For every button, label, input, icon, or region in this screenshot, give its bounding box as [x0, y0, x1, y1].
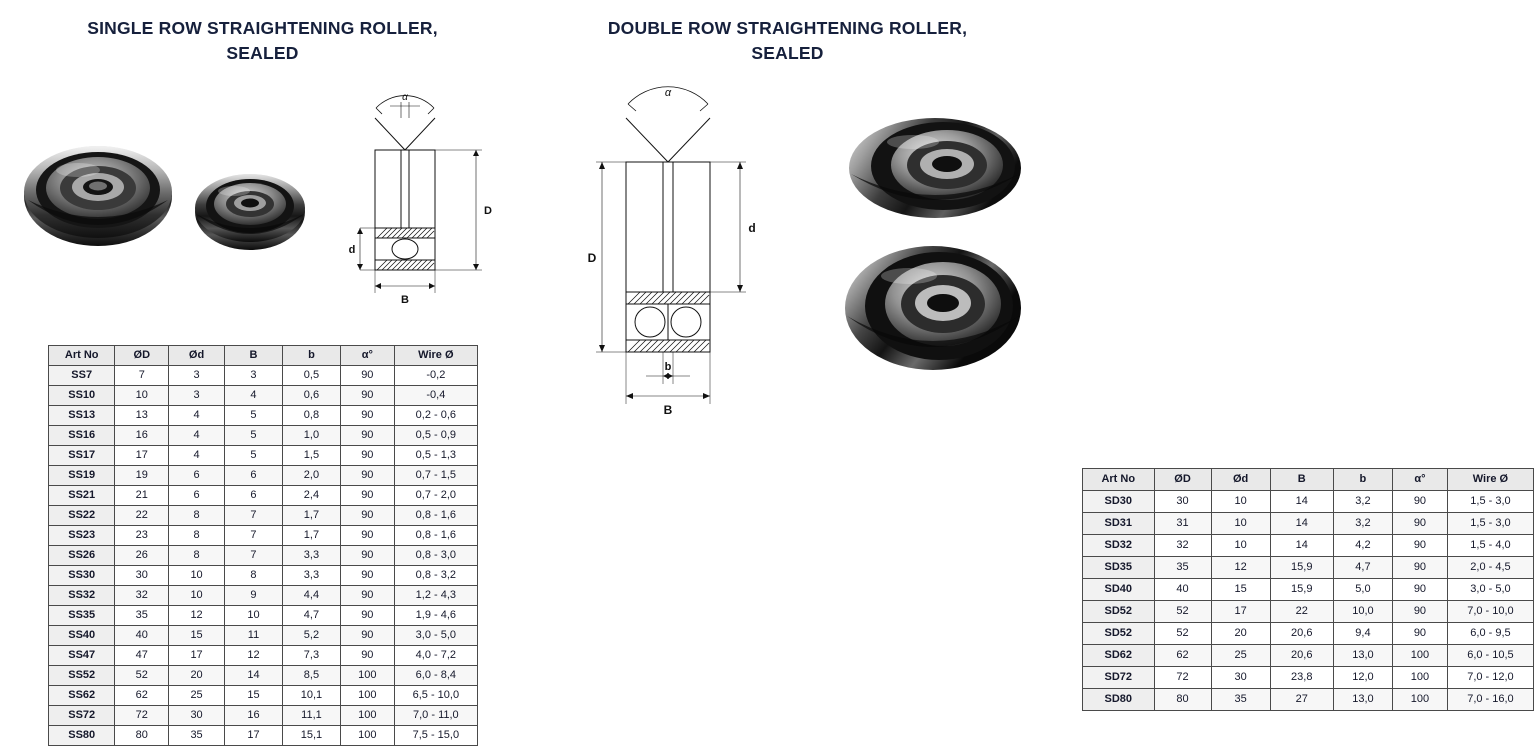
cell-value: 5: [225, 446, 283, 466]
table-row: [1083, 491, 1534, 513]
single-row-title-line2: SEALED: [226, 42, 299, 63]
cell-value: 14: [225, 666, 283, 686]
cell-value: 27: [1270, 689, 1333, 711]
label-d-double: d: [748, 221, 756, 235]
cell-value: 22: [115, 506, 169, 526]
cell-value: 90: [1392, 491, 1447, 513]
cell-value: 30: [169, 706, 225, 726]
table-row: [49, 666, 478, 686]
single-row-technical-drawing: [330, 88, 505, 313]
cell-value: 1,5 - 3,0: [1447, 491, 1533, 513]
cell-value: 100: [1392, 645, 1447, 667]
cell-value: 17: [1211, 601, 1270, 623]
cell-value: 2,0 - 4,5: [1447, 557, 1533, 579]
cell-value: 40: [1154, 579, 1211, 601]
col-art-no: Art No: [49, 346, 115, 366]
cell-value: 3,3: [282, 546, 340, 566]
cell-value: 10,0: [1333, 601, 1392, 623]
cell-value: 0,8 - 1,6: [394, 506, 477, 526]
table-row: [1083, 689, 1534, 711]
cell-art-no: SS22: [49, 506, 115, 526]
cell-value: 32: [115, 586, 169, 606]
cell-value: 80: [1154, 689, 1211, 711]
cell-value: 22: [1270, 601, 1333, 623]
col-wire-d: Wire Ø: [1447, 469, 1533, 491]
cell-value: 9: [225, 586, 283, 606]
cell-art-no: SD30: [1083, 491, 1155, 513]
cell-value: 32: [1154, 535, 1211, 557]
cell-value: 100: [1392, 689, 1447, 711]
col-width-B: B: [1270, 469, 1333, 491]
cell-value: 90: [340, 526, 394, 546]
cell-art-no: SD52: [1083, 623, 1155, 645]
table-row: [1083, 579, 1534, 601]
cell-value: 0,8 - 1,6: [394, 526, 477, 546]
cell-value: 0,7 - 2,0: [394, 486, 477, 506]
table-row: [49, 606, 478, 626]
cell-value: 14: [1270, 491, 1333, 513]
cell-value: 8,5: [282, 666, 340, 686]
cell-value: 40: [115, 626, 169, 646]
label-b-double: b: [664, 361, 672, 373]
cell-value: 35: [1154, 557, 1211, 579]
cell-art-no: SS47: [49, 646, 115, 666]
cell-art-no: SS26: [49, 546, 115, 566]
cell-value: 90: [340, 446, 394, 466]
cell-value: 2,4: [282, 486, 340, 506]
label-D-single: D: [484, 205, 492, 217]
cell-value: 3,3: [282, 566, 340, 586]
table-row: [49, 686, 478, 706]
col-art-no: Art No: [1083, 469, 1155, 491]
cell-value: 52: [115, 666, 169, 686]
table-row: [49, 466, 478, 486]
cell-value: 9,4: [1333, 623, 1392, 645]
cell-value: 4,4: [282, 586, 340, 606]
single-row-spec-table: [48, 345, 478, 746]
cell-value: 7,3: [282, 646, 340, 666]
cell-value: 5: [225, 406, 283, 426]
cell-value: 3: [169, 366, 225, 386]
double-row-table-body: [1083, 491, 1534, 711]
col-outer-d: ØD: [115, 346, 169, 366]
cell-value: 15,1: [282, 726, 340, 746]
cell-value: 0,5 - 1,3: [394, 446, 477, 466]
cell-value: 6,5 - 10,0: [394, 686, 477, 706]
table-row: [1083, 513, 1534, 535]
cell-value: 1,0: [282, 426, 340, 446]
cell-value: 19: [115, 466, 169, 486]
cell-value: 4: [169, 406, 225, 426]
cell-value: 11: [225, 626, 283, 646]
cell-value: 15,9: [1270, 557, 1333, 579]
cell-art-no: SS21: [49, 486, 115, 506]
cell-value: 25: [1211, 645, 1270, 667]
table-row: [1083, 557, 1534, 579]
cell-value: 35: [1211, 689, 1270, 711]
label-B-single: B: [401, 294, 409, 306]
cell-value: 7: [225, 506, 283, 526]
cell-value: 7,0 - 16,0: [1447, 689, 1533, 711]
table-row: [1083, 601, 1534, 623]
col-inner-d: Ød: [169, 346, 225, 366]
table-row: [49, 526, 478, 546]
cell-value: 1,5 - 4,0: [1447, 535, 1533, 557]
col-width-B: B: [225, 346, 283, 366]
cell-value: 30: [115, 566, 169, 586]
cell-value: 3: [169, 386, 225, 406]
table-row: [1083, 623, 1534, 645]
cell-value: 4: [169, 426, 225, 446]
label-alpha-double: α: [664, 87, 672, 99]
cell-value: 12: [169, 606, 225, 626]
cell-value: 31: [1154, 513, 1211, 535]
cell-value: 10: [1211, 535, 1270, 557]
single-row-roller-photo-large: [18, 130, 178, 255]
cell-art-no: SS19: [49, 466, 115, 486]
cell-art-no: SD80: [1083, 689, 1155, 711]
cell-art-no: SS52: [49, 666, 115, 686]
cell-value: 90: [340, 486, 394, 506]
label-alpha-single: α: [402, 92, 408, 103]
col-inner-d: Ød: [1211, 469, 1270, 491]
cell-value: 35: [115, 606, 169, 626]
cell-value: 10: [1211, 491, 1270, 513]
cell-value: 2,0: [282, 466, 340, 486]
cell-value: 16: [225, 706, 283, 726]
cell-value: 0,8 - 3,2: [394, 566, 477, 586]
col-angle: α°: [340, 346, 394, 366]
cell-value: 0,8: [282, 406, 340, 426]
cell-value: 62: [1154, 645, 1211, 667]
col-wire-d: Wire Ø: [394, 346, 477, 366]
double-row-spec-table: [1082, 468, 1534, 711]
cell-value: 6: [169, 486, 225, 506]
cell-value: 17: [115, 446, 169, 466]
cell-value: 90: [340, 546, 394, 566]
cell-value: 0,7 - 1,5: [394, 466, 477, 486]
cell-value: -0,2: [394, 366, 477, 386]
cell-art-no: SS72: [49, 706, 115, 726]
cell-value: 6: [225, 486, 283, 506]
table-row: [49, 646, 478, 666]
table-row: [49, 366, 478, 386]
cell-value: 90: [1392, 601, 1447, 623]
cell-value: -0,4: [394, 386, 477, 406]
cell-value: 6,0 - 8,4: [394, 666, 477, 686]
col-width-b: b: [282, 346, 340, 366]
cell-value: 10: [115, 386, 169, 406]
cell-value: 90: [340, 646, 394, 666]
cell-value: 8: [225, 566, 283, 586]
cell-value: 4,2: [1333, 535, 1392, 557]
cell-value: 23,8: [1270, 667, 1333, 689]
single-row-roller-photo-small: [192, 158, 308, 258]
cell-value: 52: [1154, 601, 1211, 623]
table-row: [1083, 535, 1534, 557]
cell-value: 72: [115, 706, 169, 726]
cell-value: 72: [1154, 667, 1211, 689]
table-row: [1083, 645, 1534, 667]
cell-value: 1,5: [282, 446, 340, 466]
cell-value: 4,7: [1333, 557, 1392, 579]
cell-value: 8: [169, 546, 225, 566]
cell-value: 7,0 - 12,0: [1447, 667, 1533, 689]
cell-value: 90: [340, 426, 394, 446]
cell-value: 90: [340, 506, 394, 526]
cell-value: 90: [340, 606, 394, 626]
cell-value: 13,0: [1333, 689, 1392, 711]
cell-value: 6: [169, 466, 225, 486]
cell-value: 12,0: [1333, 667, 1392, 689]
cell-value: 10: [169, 586, 225, 606]
cell-value: 15,9: [1270, 579, 1333, 601]
cell-value: 1,2 - 4,3: [394, 586, 477, 606]
cell-value: 7: [225, 526, 283, 546]
cell-value: 0,8 - 3,0: [394, 546, 477, 566]
cell-value: 21: [115, 486, 169, 506]
table-row: [1083, 667, 1534, 689]
cell-value: 90: [1392, 557, 1447, 579]
cell-art-no: SS13: [49, 406, 115, 426]
cell-art-no: SS40: [49, 626, 115, 646]
cell-art-no: SS16: [49, 426, 115, 446]
table-header-row: [1083, 469, 1534, 491]
cell-value: 1,5 - 3,0: [1447, 513, 1533, 535]
cell-art-no: SS7: [49, 366, 115, 386]
cell-value: 10: [169, 566, 225, 586]
cell-value: 1,7: [282, 506, 340, 526]
cell-art-no: SS35: [49, 606, 115, 626]
cell-value: 52: [1154, 623, 1211, 645]
cell-art-no: SS23: [49, 526, 115, 546]
cell-value: 7,0 - 10,0: [1447, 601, 1533, 623]
cell-value: 90: [1392, 579, 1447, 601]
cell-value: 20,6: [1270, 623, 1333, 645]
section-single-row: [0, 0, 525, 741]
double-row-technical-drawing: [580, 82, 810, 422]
single-row-table-body: [49, 366, 478, 746]
table-row: [49, 626, 478, 646]
cell-value: 17: [225, 726, 283, 746]
cell-value: 6,0 - 9,5: [1447, 623, 1533, 645]
cell-value: 10,1: [282, 686, 340, 706]
cell-value: 90: [340, 406, 394, 426]
cell-value: 47: [115, 646, 169, 666]
cell-value: 12: [1211, 557, 1270, 579]
cell-value: 0,5: [282, 366, 340, 386]
col-angle: α°: [1392, 469, 1447, 491]
table-row: [49, 406, 478, 426]
cell-value: 4: [225, 386, 283, 406]
label-D-double: D: [587, 251, 597, 265]
cell-value: 20,6: [1270, 645, 1333, 667]
cell-value: 100: [340, 706, 394, 726]
cell-value: 11,1: [282, 706, 340, 726]
cell-value: 3,0 - 5,0: [1447, 579, 1533, 601]
cell-art-no: SD32: [1083, 535, 1155, 557]
cell-value: 15: [225, 686, 283, 706]
cell-value: 90: [340, 466, 394, 486]
cell-art-no: SD31: [1083, 513, 1155, 535]
label-B-double: B: [663, 403, 673, 417]
cell-value: 90: [1392, 535, 1447, 557]
cell-value: 90: [340, 586, 394, 606]
cell-value: 7,0 - 11,0: [394, 706, 477, 726]
cell-art-no: SD35: [1083, 557, 1155, 579]
cell-value: 10: [1211, 513, 1270, 535]
cell-value: 5,2: [282, 626, 340, 646]
cell-value: 20: [1211, 623, 1270, 645]
table-row: [49, 706, 478, 726]
cell-value: 15: [1211, 579, 1270, 601]
cell-value: 8: [169, 506, 225, 526]
cell-art-no: SS80: [49, 726, 115, 746]
double-row-title: [525, 16, 1050, 66]
table-row: [49, 486, 478, 506]
double-row-roller-photo-bottom: [843, 238, 1023, 378]
table-row: [49, 566, 478, 586]
cell-value: 17: [169, 646, 225, 666]
table-row: [49, 546, 478, 566]
cell-art-no: SS62: [49, 686, 115, 706]
cell-value: 16: [115, 426, 169, 446]
cell-value: 7: [115, 366, 169, 386]
cell-value: 80: [115, 726, 169, 746]
table-row: [49, 426, 478, 446]
cell-value: 1,7: [282, 526, 340, 546]
cell-value: 6,0 - 10,5: [1447, 645, 1533, 667]
cell-value: 35: [169, 726, 225, 746]
cell-value: 12: [225, 646, 283, 666]
cell-value: 4: [169, 446, 225, 466]
cell-value: 62: [115, 686, 169, 706]
cell-value: 6: [225, 466, 283, 486]
cell-value: 100: [340, 666, 394, 686]
col-width-b: b: [1333, 469, 1392, 491]
cell-value: 90: [340, 366, 394, 386]
cell-art-no: SS30: [49, 566, 115, 586]
cell-value: 10: [225, 606, 283, 626]
double-row-title-line1: DOUBLE ROW STRAIGHTENING ROLLER,: [607, 18, 968, 38]
cell-value: 20: [169, 666, 225, 686]
cell-value: 0,2 - 0,6: [394, 406, 477, 426]
cell-value: 90: [1392, 513, 1447, 535]
table-row: [49, 506, 478, 526]
table-row: [49, 386, 478, 406]
cell-value: 90: [340, 566, 394, 586]
table-row: [49, 586, 478, 606]
cell-value: 3,0 - 5,0: [394, 626, 477, 646]
cell-value: 90: [1392, 623, 1447, 645]
cell-value: 23: [115, 526, 169, 546]
cell-value: 14: [1270, 535, 1333, 557]
table-header-row: [49, 346, 478, 366]
cell-value: 8: [169, 526, 225, 546]
cell-value: 25: [169, 686, 225, 706]
cell-value: 15: [169, 626, 225, 646]
cell-value: 26: [115, 546, 169, 566]
cell-art-no: SD52: [1083, 601, 1155, 623]
cell-value: 90: [340, 386, 394, 406]
cell-value: 100: [1392, 667, 1447, 689]
cell-art-no: SS10: [49, 386, 115, 406]
cell-art-no: SD72: [1083, 667, 1155, 689]
cell-value: 0,6: [282, 386, 340, 406]
cell-value: 0,5 - 0,9: [394, 426, 477, 446]
col-outer-d: ØD: [1154, 469, 1211, 491]
cell-value: 30: [1154, 491, 1211, 513]
cell-value: 100: [340, 726, 394, 746]
double-row-title-line2: SEALED: [751, 42, 824, 63]
table-row: [49, 446, 478, 466]
cell-value: 5: [225, 426, 283, 446]
cell-value: 3,2: [1333, 491, 1392, 513]
cell-art-no: SD62: [1083, 645, 1155, 667]
cell-value: 3,2: [1333, 513, 1392, 535]
single-row-title-line1: SINGLE ROW STRAIGHTENING ROLLER,: [87, 18, 438, 38]
cell-value: 30: [1211, 667, 1270, 689]
cell-value: 3: [225, 366, 283, 386]
cell-value: 5,0: [1333, 579, 1392, 601]
cell-value: 7,5 - 15,0: [394, 726, 477, 746]
cell-value: 14: [1270, 513, 1333, 535]
cell-value: 7: [225, 546, 283, 566]
cell-value: 100: [340, 686, 394, 706]
cell-value: 13,0: [1333, 645, 1392, 667]
cell-value: 4,7: [282, 606, 340, 626]
label-d-single: d: [348, 244, 356, 256]
cell-value: 13: [115, 406, 169, 426]
cell-value: 90: [340, 626, 394, 646]
cell-art-no: SS32: [49, 586, 115, 606]
cell-value: 4,0 - 7,2: [394, 646, 477, 666]
cell-art-no: SD40: [1083, 579, 1155, 601]
cell-art-no: SS17: [49, 446, 115, 466]
double-row-roller-photo-top: [843, 108, 1023, 228]
cell-value: 1,9 - 4,6: [394, 606, 477, 626]
section-double-row: [525, 0, 1514, 705]
table-row: [49, 726, 478, 746]
single-row-title: [0, 16, 525, 66]
